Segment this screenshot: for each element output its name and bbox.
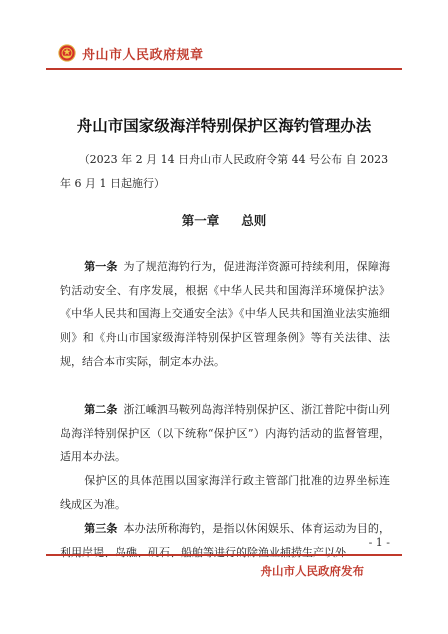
article-text: 为了规范海钓行为，促进海洋资源可持续利用，保障海钓活动安全、有序发展，根据《中华人民共和国海洋环境保护法》《中华人民共和国海上交通安全法》《中华人民共和国渔业法实施细则》和《舟山市国家级海洋特别保护区管理条例》等有关法律、法规，结合本市实际，制定本办法。	[60, 260, 391, 368]
footer-publisher: 舟山市人民政府发布	[260, 564, 364, 578]
chapter-name: 总则	[241, 213, 267, 228]
article-label: 第二条	[84, 403, 118, 416]
article-paragraph	[60, 517, 390, 564]
article-paragraph	[60, 255, 390, 374]
page-number: - 1 -	[368, 536, 390, 549]
header-title: 舟山市人民政府规章	[82, 47, 204, 63]
promulgation-note: （2023 年 2 月 14 日舟山市人民政府令第 44 号公布 自 2023 年 6 月 1 日起施行）	[60, 153, 389, 190]
article-paragraph	[60, 469, 390, 516]
article-paragraph	[60, 398, 390, 469]
article-text: 本办法所称海钓，是指以休闲娱乐、体育运动为目的，利用岸堤、岛礁、矶石、船舶等进行的除渔业捕捞生产以外	[60, 522, 391, 559]
article-label: 第一条	[84, 260, 118, 273]
document-header	[58, 40, 204, 66]
header-divider	[46, 68, 402, 70]
article-text: 保护区的具体范围以国家海洋行政主管部门批准的边界坐标连线成区为准。	[60, 474, 390, 511]
chapter-number: 第一章	[181, 213, 220, 228]
national-emblem-icon	[58, 44, 76, 62]
article-label: 第三条	[84, 522, 118, 535]
chapter-heading	[0, 211, 448, 229]
document-title: 舟山市国家级海洋特别保护区海钓管理办法	[76, 116, 372, 135]
footer-divider	[46, 554, 402, 556]
article-text: 浙江嵊泗马鞍列岛海洋特别保护区、浙江普陀中街山列岛海洋特别保护区（以下统称“保护区”）内海钓活动的监督管理，适用本办法。	[60, 403, 391, 464]
